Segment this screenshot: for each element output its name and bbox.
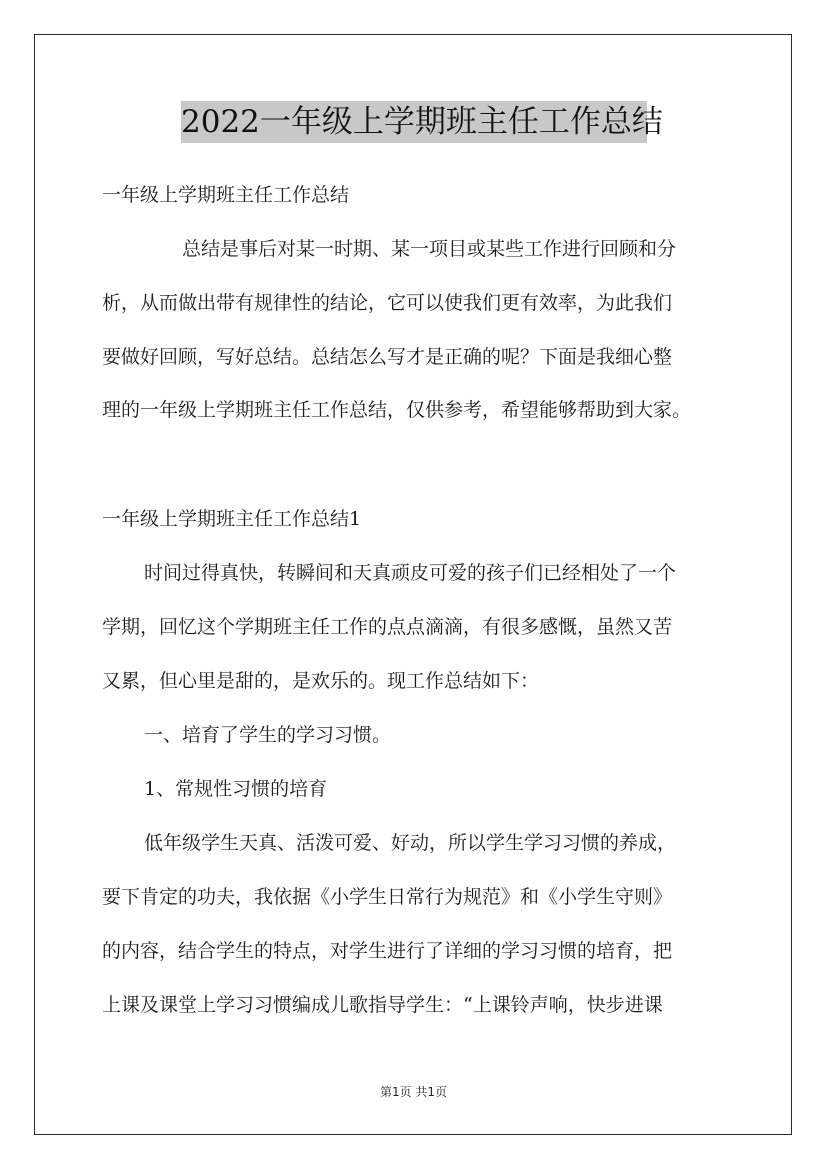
section-heading: 一年级上学期班主任工作总结1 — [102, 508, 362, 530]
intro-line-2: 析，从而做出带有规律性的结论，它可以使我们更有效率，为此我们 — [102, 292, 673, 314]
intro-line-3: 要做好回顾，写好总结。总结怎么写才是正确的呢？下面是我细心整 — [102, 346, 673, 368]
heading-1-1: 1、常规性习惯的培育 — [144, 778, 328, 800]
section-line-1: 时间过得真快，转瞬间和天真顽皮可爱的孩子们已经相处了一个 — [144, 562, 677, 584]
document-subtitle: 一年级上学期班主任工作总结 — [102, 184, 350, 206]
body-line-3: 的内容，结合学生的特点，对学生进行了详细的学习习惯的培育，把 — [102, 940, 673, 962]
intro-line-4: 理的一年级上学期班主任工作总结，仅供参考，希望能够帮助到大家。 — [102, 399, 692, 421]
body-line-4: 上课及课堂上学习习惯编成儿歌指导学生：“上课铃声响，快步进课 — [102, 994, 663, 1016]
document-title: 2022一年级上学期班主任工作总结 — [181, 101, 647, 143]
body-line-1: 低年级学生天真、活泼可爱、好动，所以学生学习习惯的养成， — [144, 832, 677, 854]
section-line-2: 学期，回忆这个学期班主任工作的点点滴滴，有很多感慨，虽然又苦 — [102, 616, 673, 638]
section-line-3: 又累，但心里是甜的，是欢乐的。现工作总结如下： — [102, 670, 540, 692]
heading-1: 一、培育了学生的学习习惯。 — [144, 724, 392, 746]
body-line-2: 要下肯定的功夫，我依据《小学生日常行为规范》和《小学生守则》 — [102, 886, 673, 908]
intro-line-1: 总结是事后对某一时期、某一项目或某些工作进行回顾和分 — [182, 238, 677, 260]
page-footer: 第1页 共1页 — [379, 1085, 448, 1099]
